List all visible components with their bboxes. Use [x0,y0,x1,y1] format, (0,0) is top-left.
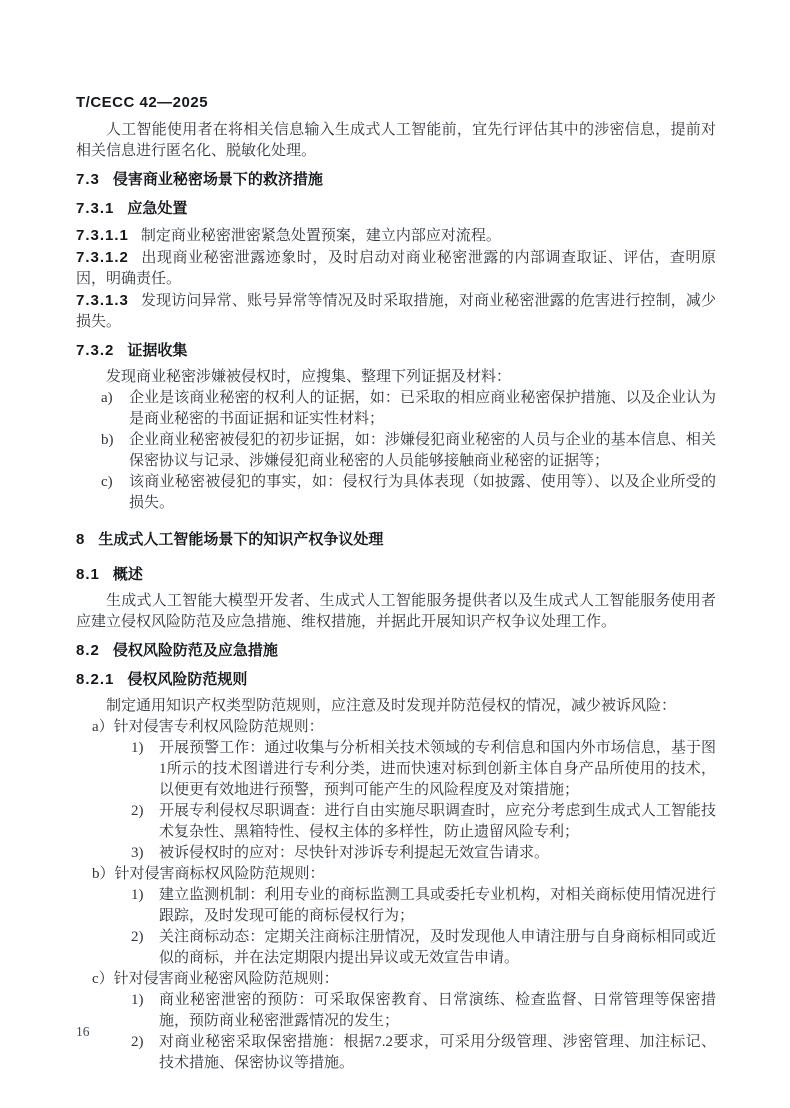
list-marker: 1) [131,992,144,1008]
clause-7-3-1-1 [76,225,716,247]
group-label-patent: a）针对侵害专利权风险防范规则： [92,719,324,735]
list-item [76,990,716,1032]
list-item-text: 该商业秘密被侵犯的事实，如：侵权行为具体表现（如披露、使用等）、以及企业所受的损失。 [129,474,716,511]
prevention-rules-list [76,717,716,1074]
list-marker: 2) [131,803,144,819]
list-item-text: 企业是该商业秘密的权利人的证据，如：已采取的相应商业秘密保护措施、以及企业认为是商业秘密的书面证据和证实性材料； [129,390,716,427]
section-7-3-heading [76,168,716,191]
list-item [76,927,716,969]
list-item [76,738,716,801]
list-item [76,843,716,864]
clause-text: 制定商业秘密泄密紧急处置预案，建立内部应对流程。 [140,228,501,244]
heading-title: 生成式人工智能场景下的知识产权争议处理 [98,531,384,548]
section-7-3-2-heading [76,339,716,362]
list-item-text: 开展预警工作：通过收集与分析相关技术领域的专利信息和国内外市场信息，基于图1所示的技术图谱进行专利分类，进而快速对标到创新主体自身产品所使用的技术，以便更有效地进行预警，预判可能产生的风险程度及对策措施； [159,740,716,798]
heading-number: 8.2.1 [76,671,115,688]
heading-title: 侵权风险防范规则 [127,671,248,688]
overview-paragraph: 生成式人工智能大模型开发者、生成式人工智能服务提供者以及生成式人工智能服务使用者应建立侵权风险防范及应急措施、维权措施，并据此开展知识产权争议处理工作。 [76,593,716,630]
list-item [76,885,716,927]
clause-7-3-1-2 [76,247,716,290]
group-label-trademark: b）针对侵害商标权风险防范规则： [92,866,325,882]
list-item-text: 开展专利侵权尽职调查：进行自由实施尽职调查时，应充分考虑到生成式人工智能技术复杂性、黑箱特性、侵权主体的多样性，防止遗留风险专利； [159,803,716,840]
section-8-heading [76,528,716,551]
heading-title: 应急处置 [127,200,188,217]
list-item-text: 商业秘密泄密的预防：可采取保密教育、日常演练、检查监督、日常管理等保密措施，预防商业秘密泄露情况的发生； [159,992,716,1029]
list-item-text: 被诉侵权时的应对：尽快针对涉诉专利提起无效宣告请求。 [159,845,550,861]
heading-number: 8.2 [76,642,100,659]
list-item [76,472,716,514]
heading-number: 8 [76,531,86,548]
heading-number: 7.3.2 [76,342,115,359]
list-marker: 3) [131,845,144,861]
list-marker: 2) [131,1034,144,1050]
doc-code: T/CECC 42—2025 [76,94,209,111]
clause-number: 7.3.1.3 [76,292,129,309]
clause-text: 出现商业秘密泄露迹象时，及时启动对商业秘密泄露的内部调查取证、评估，查明原因，明确责任。 [76,250,716,287]
heading-title: 概述 [112,566,143,583]
evidence-list [76,388,716,514]
heading-number: 7.3.1 [76,200,115,217]
list-marker: a) [101,390,113,406]
list-item [76,388,716,430]
intro-paragraph: 人工智能使用者在将相关信息输入生成式人工智能前，宜先行评估其中的涉密信息，提前对相关信息进行匿名化、脱敏化处理。 [76,122,716,159]
heading-title: 侵害商业秘密场景下的救济措施 [112,171,323,188]
section-8-1-heading [76,563,716,586]
clause-number: 7.3.1.2 [76,249,129,266]
list-item [76,430,716,472]
evidence-lead-paragraph: 发现商业秘密涉嫌被侵权时，应搜集、整理下列证据及材料： [106,369,512,385]
list-item-text: 对商业秘密采取保密措施：根据7.2要求，可采用分级管理、涉密管理、加注标记、技术措施、保密协议等措施。 [159,1034,716,1071]
prevention-lead-paragraph: 制定通用知识产权类型防范规则，应注意及时发现并防范侵权的情况，减少被诉风险： [106,698,677,714]
group-label-trade-secret: c）针对侵害商业秘密风险防范规则： [92,971,339,987]
heading-number: 8.1 [76,566,100,583]
section-8-2-1-heading [76,668,716,691]
section-7-3-1-heading [76,197,716,220]
list-marker: 1) [131,740,144,756]
heading-title: 证据收集 [127,342,188,359]
list-item-text: 企业商业秘密被侵犯的初步证据，如：涉嫌侵犯商业秘密的人员与企业的基本信息、相关保密协议与记录、涉嫌侵犯商业秘密的人员能够接触商业秘密的证据等； [129,432,716,469]
page-number: 16 [76,1024,90,1039]
list-item-text: 关注商标动态：定期关注商标注册情况，及时发现他人申请注册与自身商标相同或近似的商标，并在法定期限内提出异议或无效宣告申请。 [159,929,716,966]
list-marker: 1) [131,887,144,903]
heading-title: 侵权风险防范及应急措施 [112,642,278,659]
list-item-text: 建立监测机制：利用专业的商标监测工具或委托专业机构，对相关商标使用情况进行跟踪，及时发现可能的商标侵权行为； [159,887,716,924]
list-marker: b) [101,432,114,448]
list-item [76,1032,716,1074]
section-8-2-heading [76,639,716,662]
list-marker: c) [101,474,113,490]
heading-number: 7.3 [76,171,100,188]
clause-text: 发现访问异常、账号异常等情况及时采取措施，对商业秘密泄露的危害进行控制，减少损失。 [76,293,716,330]
list-marker: 2) [131,929,144,945]
clause-number: 7.3.1.1 [76,227,129,244]
list-item [76,801,716,843]
clause-7-3-1-3 [76,290,716,333]
